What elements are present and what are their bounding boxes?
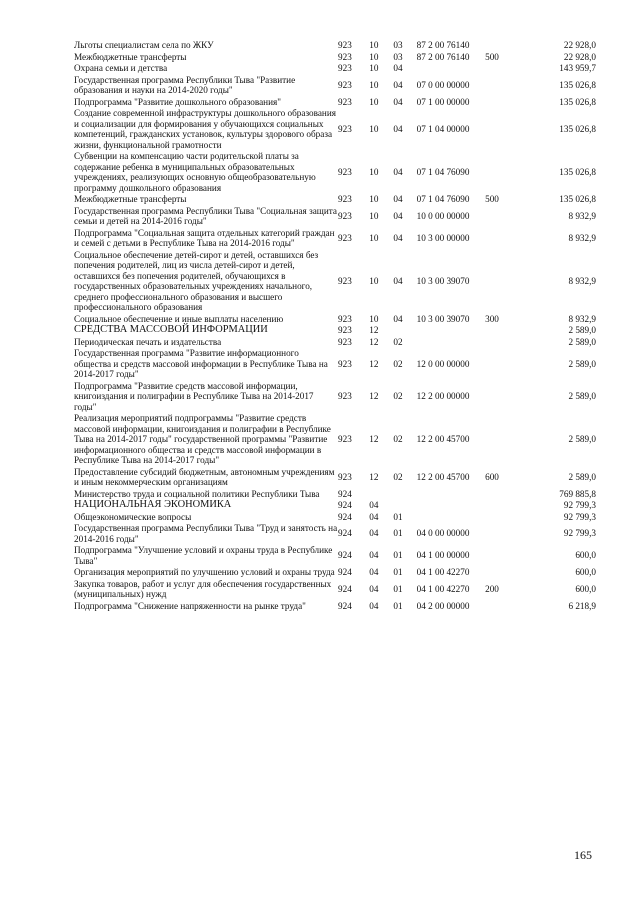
item-amount: 92 799,3 [563,500,596,510]
item-pr-code [393,325,416,337]
item-cs-code: 07 1 04 00000 [416,123,470,134]
item-vr-code [485,206,515,228]
item-name: Предоставление субсидий бюджетным, автономным учреждениям и иным некоммерческим организациям [74,466,335,487]
item-amount: 600,0 [575,583,596,594]
item-name: Межбюджетные трансферты [74,51,187,62]
item-rz-code: 10 [369,232,379,243]
item-rz-code: 04 [369,583,379,594]
item-rz-code: 10 [369,51,379,62]
item-vr-code [485,601,515,613]
item-amount: 143 959,7 [559,63,596,73]
item-cs-code: 04 2 00 00000 [416,600,470,611]
item-gr-code: 923 [338,434,352,444]
item-pr-code: 04 [393,210,403,221]
item-pr-code: 01 [393,511,403,522]
item-pr-code: 04 [393,166,403,177]
item-amount: 8 932,9 [568,232,596,243]
item-cs-code: 07 1 04 76090 [416,166,470,177]
table-row [74,206,596,228]
item-amount: 92 799,3 [563,528,596,539]
item-name: Министерство труда и социальной политики Республики Тыва [74,488,320,499]
item-rz-code [369,489,393,501]
item-rz-code: 10 [369,40,379,50]
item-cs-code: 10 0 00 00000 [416,210,470,221]
item-gr-code: 924 [338,550,352,561]
item-name: Реализация мероприятий подпрограммы "Развитие средств массовой информации, книгоиздания и полиграфии в Республике Тыва на 2014-2017 годы" государственной программы "Развитие информационного общества и средств массовой информации в Республике Тыва на 2014-2017 годы" [74,413,331,465]
item-vr-code [485,413,515,467]
item-gr-code: 923 [338,358,352,369]
item-vr-code [485,337,515,349]
item-gr-code: 923 [338,336,352,347]
item-amount: 135 026,8 [559,166,596,177]
item-vr-code: 600 [485,471,499,482]
item-cs-code [417,337,486,349]
item-gr-code: 923 [338,313,352,324]
item-pr-code: 04 [393,79,403,90]
item-name: Подпрограмма "Развитие дошкольного образования" [74,96,281,107]
item-gr-code: 924 [338,583,352,594]
item-pr-code: 04 [393,232,403,243]
item-cs-code: 10 3 00 00000 [416,232,470,243]
table-row [74,63,596,75]
item-rz-code: 10 [369,166,379,177]
table-row [74,413,596,467]
item-rz-code: 04 [369,567,379,577]
item-name: Организация мероприятий по улучшению условий и охраны труда [74,567,335,577]
item-vr-code: 500 [485,194,499,204]
item-cs-code [417,500,486,512]
item-cs-code: 04 1 00 42270 [416,567,470,577]
item-vr-code [485,228,515,250]
item-gr-code: 924 [338,567,352,577]
item-rz-code: 10 [369,194,379,204]
item-amount: 2 589,0 [568,336,596,347]
table-row [74,601,596,613]
item-cs-code: 87 2 00 76140 [416,40,470,50]
table-row [74,348,596,381]
item-gr-code: 923 [338,194,352,204]
item-amount: 135 026,8 [559,123,596,134]
item-amount: 600,0 [575,567,596,577]
item-pr-code: 04 [393,63,403,73]
item-cs-code: 10 3 00 39070 [416,275,470,286]
item-gr-code: 923 [338,63,352,73]
item-amount: 22 928,0 [563,40,596,50]
table-row [74,228,596,250]
item-gr-code: 924 [338,600,352,611]
item-name: Подпрограмма "Развитие средств массовой информации, книгоиздания и полиграфии в Республике Тыва на 2014-2017 годы" [74,380,314,412]
item-pr-code: 02 [393,434,403,444]
table-row [74,52,596,64]
item-vr-code [485,500,515,512]
table-row [74,151,596,194]
item-pr-code: 01 [393,567,403,577]
item-pr-code [393,500,416,512]
item-pr-code [393,489,416,501]
item-rz-code: 12 [369,471,379,482]
item-vr-code [485,512,515,524]
item-amount: 2 589,0 [568,434,596,444]
item-gr-code: 924 [338,511,352,522]
item-vr-code [485,75,515,97]
item-name: Государственная программа Республики Тыва "Труд и занятость на 2014-2016 годы" [74,523,338,544]
item-vr-code: 300 [485,313,499,324]
item-gr-code: 923 [338,166,352,177]
item-name: СРЕДСТВА МАССОВОЙ ИНФОРМАЦИИ [74,324,268,335]
item-gr-code: 923 [338,275,352,286]
item-vr-code: 500 [485,51,499,62]
table-row [74,75,596,97]
item-pr-code: 02 [393,336,403,347]
item-gr-code: 923 [338,210,352,221]
item-vr-code [485,151,515,194]
item-cs-code [417,325,486,337]
item-amount: 2 589,0 [568,391,596,401]
item-rz-code: 10 [369,123,379,134]
item-vr-code [485,567,515,579]
table-row [74,545,596,567]
item-gr-code: 923 [338,471,352,482]
item-name: Субвенции на компенсацию части родительской платы за содержание ребенка в муниципальных образовательных учреждениях, реализующих основную общеобразовательную программу дошкольного образования [74,151,316,193]
table-row [74,194,596,206]
item-vr-code [485,381,515,414]
item-name: Социальное обеспечение детей-сирот и детей, оставшихся без попечения родителей, лиц из числа детей-сирот и детей, оставшихся без попечения родителей, обучающихся в государственных образовательных учреждениях начального, среднего профессионального образования и высшего профессионального образования [74,249,319,312]
item-amount: 2 589,0 [568,471,596,482]
item-name: Государственная программа "Развитие информационного общества и средств массовой информации в Республике Тыва на 2014-2017 годы" [74,348,328,379]
item-rz-code: 12 [369,358,379,369]
item-amount: 22 928,0 [563,51,596,62]
item-rz-code: 04 [369,511,379,522]
item-gr-code: 923 [338,391,352,401]
item-amount: 92 799,3 [563,511,596,522]
table-row [74,337,596,349]
item-rz-code: 12 [369,434,379,444]
item-pr-code: 03 [393,40,403,50]
item-cs-code: 12 2 00 45700 [416,434,470,444]
table-row [74,512,596,524]
item-cs-code [417,63,486,75]
item-rz-code: 04 [369,550,379,561]
item-name: Межбюджетные трансферты [74,194,187,204]
item-name: Подпрограмма "Социальная защита отдельных категорий граждан и семей с детьми в Республике Тыва на 2014-2016 годы" [74,227,335,248]
item-pr-code: 03 [393,51,403,62]
item-name: Периодическая печать и издательства [74,336,222,347]
item-name: Льготы специалистам села по ЖКУ [74,40,214,50]
item-rz-code: 10 [369,313,379,324]
table-row [74,467,596,489]
item-vr-code [485,97,515,109]
item-cs-code: 04 1 00 00000 [416,550,470,561]
item-pr-code: 04 [393,313,403,324]
item-amount: 135 026,8 [559,96,596,107]
item-vr-code [485,545,515,567]
item-pr-code: 02 [393,358,403,369]
item-cs-code: 12 2 00 45700 [416,471,470,482]
item-vr-code [485,40,515,52]
item-gr-code: 923 [338,51,352,62]
item-cs-code [417,489,486,501]
item-pr-code: 04 [393,275,403,286]
table-row [74,40,596,52]
item-gr-code: 923 [338,96,352,107]
item-pr-code: 04 [393,194,403,204]
item-amount: 8 932,9 [568,313,596,324]
item-cs-code: 04 0 00 00000 [416,528,470,539]
item-name: Подпрограмма "Снижение напряженности на рынке труда" [74,600,306,611]
item-gr-code: 923 [338,232,352,243]
item-name: Государственная программа Республики Тыва "Развитие образования и науки на 2014-2020 годы" [74,74,296,95]
item-amount: 8 932,9 [568,275,596,286]
table-row [74,97,596,109]
item-rz-code: 10 [369,63,379,73]
item-amount: 6 218,9 [568,600,596,611]
item-rz-code: 04 [369,528,379,539]
item-vr-code [485,325,515,337]
item-pr-code: 02 [393,471,403,482]
item-rz-code: 10 [369,275,379,286]
item-pr-code: 02 [393,391,403,401]
item-name: НАЦИОНАЛЬНАЯ ЭКОНОМИКА [74,499,232,510]
item-vr-code [485,63,515,75]
page-number: 165 [574,848,592,862]
item-amount: 2 589,0 [568,325,596,335]
item-name: Закупка товаров, работ и услуг для обеспечения государственных (муниципальных) нужд [74,578,332,599]
item-amount: 8 932,9 [568,210,596,221]
item-vr-code [485,523,515,545]
item-gr-code: 924 [338,528,352,539]
table-row [74,523,596,545]
item-gr-code: 923 [338,40,352,50]
table-row [74,381,596,414]
item-cs-code: 07 1 04 76090 [416,194,470,204]
item-name: Государственная программа Республики Тыва "Социальная защита семьи и детей на 2014-2016 годы" [74,205,337,226]
item-cs-code [417,512,486,524]
item-rz-code: 10 [369,96,379,107]
table-row [74,579,596,601]
item-rz-code: 12 [369,336,379,347]
item-gr-code: 923 [338,79,352,90]
table-row [74,567,596,579]
item-cs-code: 12 0 00 00000 [416,358,470,369]
item-amount: 2 589,0 [568,358,596,369]
item-vr-code [485,489,515,501]
item-cs-code: 07 1 00 00000 [416,96,470,107]
item-cs-code: 87 2 00 76140 [416,51,470,62]
item-amount: 135 026,8 [559,79,596,90]
item-cs-code: 10 3 00 39070 [416,313,470,324]
item-cs-code: 07 0 00 00000 [416,79,470,90]
item-pr-code: 01 [393,528,403,539]
item-pr-code: 04 [393,123,403,134]
item-pr-code: 01 [393,600,403,611]
item-vr-code [485,250,515,314]
item-pr-code: 04 [393,96,403,107]
table-row [74,250,596,314]
item-gr-code: 924 [338,500,352,510]
item-gr-code: 923 [338,325,352,335]
item-rz-code: 10 [369,79,379,90]
item-name: Общеэкономические вопросы [74,511,192,522]
item-amount: 600,0 [575,550,596,561]
item-name: Социальное обеспечение и иные выплаты населению [74,313,284,324]
item-rz-code: 12 [369,325,379,335]
item-pr-code: 01 [393,550,403,561]
item-name: Охрана семьи и детства [74,63,168,73]
item-amount: 135 026,8 [559,194,596,204]
item-name: Подпрограмма "Улучшение условий и охраны труда в Республике Тыва" [74,545,333,566]
item-amount: 769 885,8 [559,488,596,499]
table-row [74,500,596,512]
item-vr-code: 200 [485,583,499,594]
item-gr-code: 924 [338,488,352,499]
item-rz-code: 04 [369,500,379,510]
item-rz-code: 04 [369,600,379,611]
item-vr-code [485,348,515,381]
item-name: Создание современной инфраструктуры дошкольного образования и социализации для формирования у обучающихся социальных компетенций, гражданских установок, культуры здорового образа жизни, функциональной грамотности [74,108,336,150]
item-cs-code: 04 1 00 42270 [416,583,470,594]
item-vr-code [485,108,515,151]
item-pr-code: 01 [393,583,403,594]
item-rz-code: 10 [369,210,379,221]
budget-table [74,40,596,612]
budget-rows [74,40,596,612]
table-row [74,108,596,151]
item-cs-code: 12 2 00 00000 [416,391,470,401]
item-gr-code: 923 [338,123,352,134]
item-rz-code: 12 [369,391,379,401]
table-row [74,325,596,337]
